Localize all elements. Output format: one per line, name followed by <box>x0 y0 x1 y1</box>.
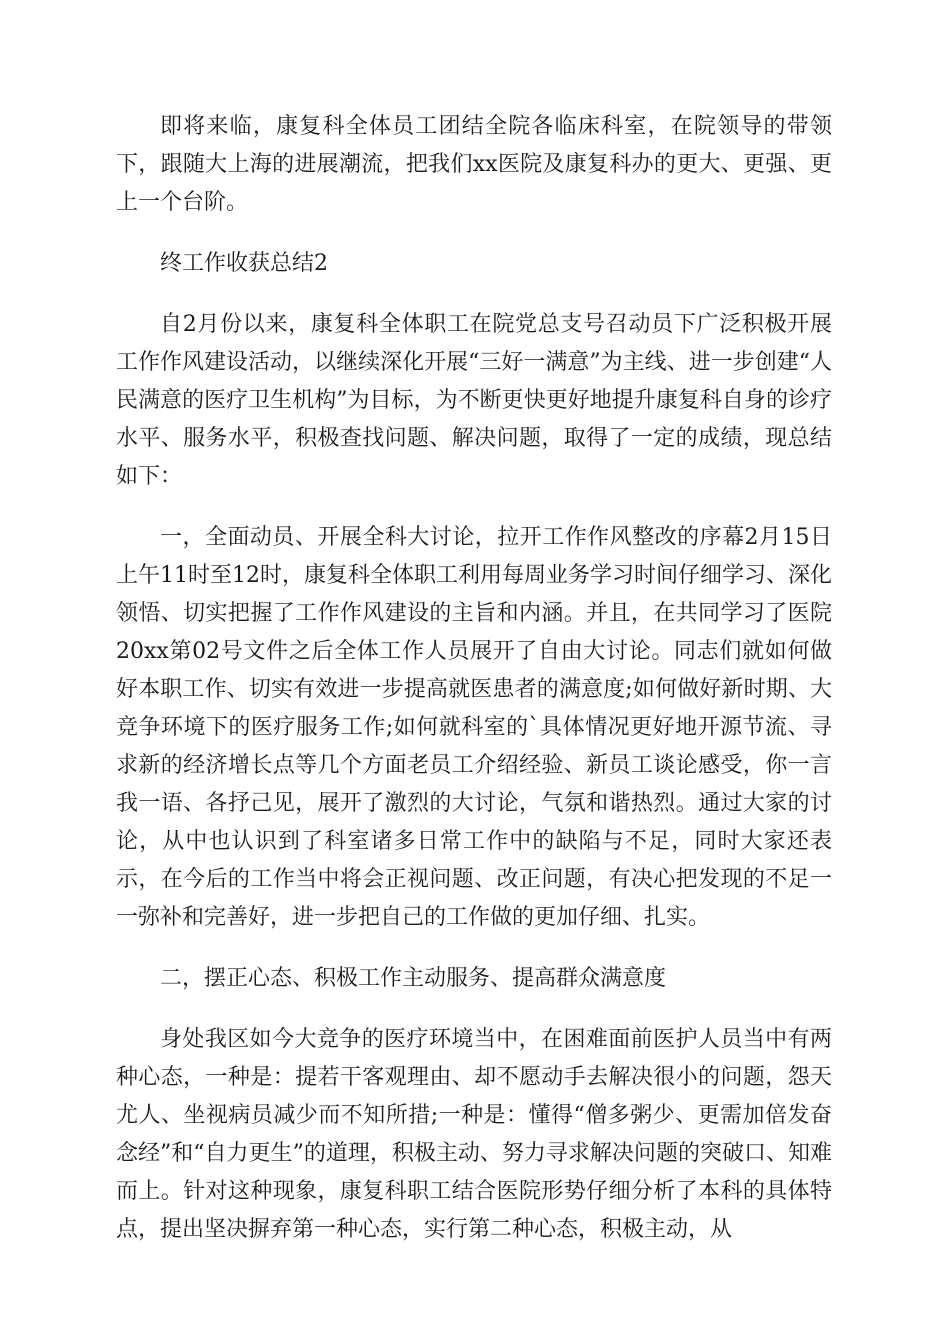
paragraph-point-two-heading: 二，摆正心态、积极工作主动服务、提高群众满意度 <box>160 966 667 991</box>
paragraph-intro: 即将来临，康复科全体员工团结全院各临床科室，在院领导的带领下，跟随大上海的进展潮流，把我们xx医院及康复科办的更大、更强、更上一个台阶。 <box>116 114 832 215</box>
paragraph-summary: 自2月份以来，康复科全体职工在院党总支号召动员下广泛积极开展工作作风建设活动，以继续深化开展“三好一满意”为主线、进一步创建“人民满意的医疗卫生机构”为目标，为不断更快更好地提升康复科自身的诊疗水平、服务水平，积极查找问题、解决问题，取得了一定的成绩，现总结如下： <box>116 312 832 489</box>
section-title: 终工作收获总结2 <box>160 251 328 276</box>
paragraph-point-one: 一，全面动员、开展全科大讨论，拉开工作作风整改的序幕2月15日上午11时至12时，康复科全体职工利用每周业务学习时间仔细学习、深化领悟、切实把握了工作作风建设的主旨和内涵。并且，在共同学习了医院20xx第02号文件之后全体工作人员展开了自由大讨论。同志们就如何做好本职工作、切实有效进一步提高就医患者的满意度;如何做好新时期、大竞争环境下的医疗服务工作;如何就科室的`具体情况更好地开源节流、寻求新的经济增长点等几个方面老员工介绍经验、新员工谈论感受，你一言我一语、各抒己见，展开了激烈的大讨论，气氛和谐热烈。通过大家的讨论，从中也认识到了科室诸多日常工作中的缺陷与不足，同时大家还表示，在今后的工作当中将会正视问题、改正问题，有决心把发现的不足一一弥补和完善好，进一步把自己的工作做的更加仔细、扎实。 <box>116 525 832 930</box>
paragraph-point-two-body: 身处我区如今大竞争的医疗环境当中，在困难面前医护人员当中有两种心态，一种是：提若干客观理由、却不愿动手去解决很小的问题，怨天尤人、坐视病员减少而不知所措;一种是：懂得“僧多粥少、更需加倍发奋念经”和“自力更生”的道理，积极主动、努力寻求解决问题的突破口、知难而上。针对这种现象，康复科职工结合医院形势仔细分析了本科的具体特点，提出坚决摒弃第一种心态，实行第二种心态，积极主动，从 <box>116 1027 832 1242</box>
document-body <box>116 108 832 1249</box>
